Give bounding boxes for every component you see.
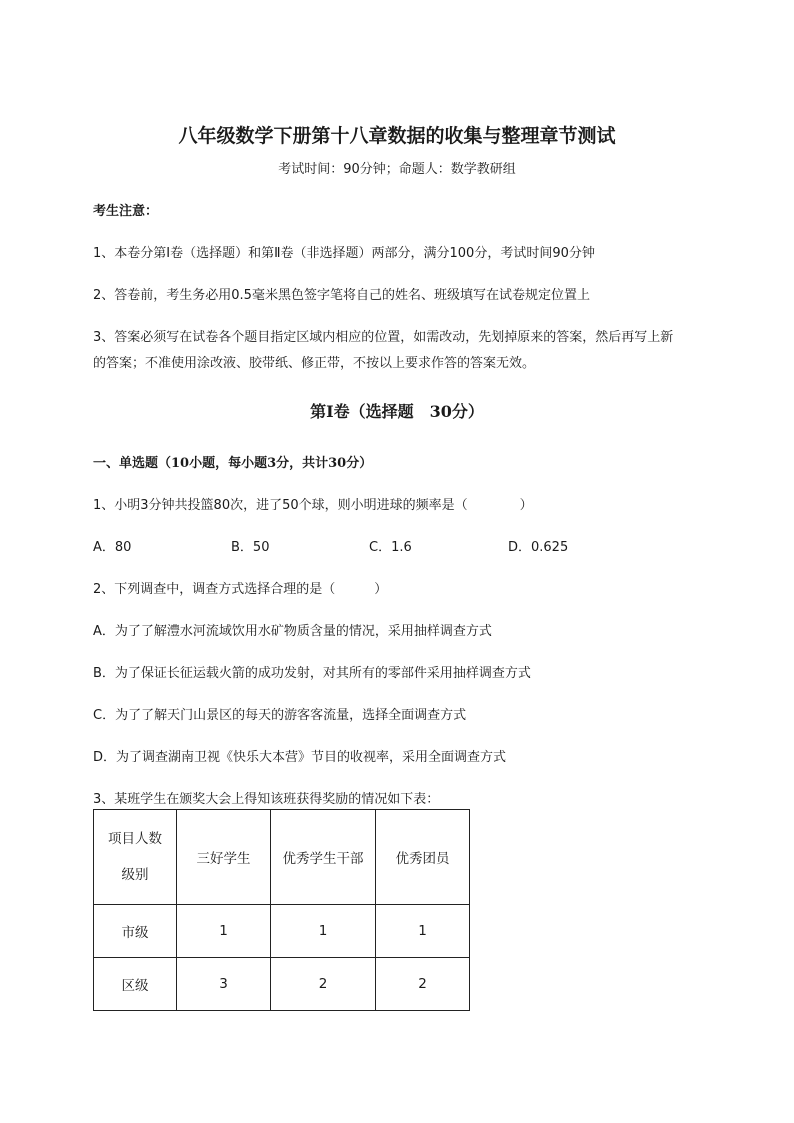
question-1-option-c: C．1.6: [369, 540, 412, 555]
page-title: 八年级数学下册第十八章数据的收集与整理章节测试: [178, 125, 616, 147]
table-cell: 2: [376, 958, 470, 1011]
table-row: [94, 958, 470, 1011]
row-label: 区级: [94, 958, 177, 1011]
table-header-row: [94, 810, 470, 905]
exam-info: 考试时间：90分钟；命题人：数学教研组: [278, 162, 516, 177]
table-cell: 3: [177, 958, 271, 1011]
notice-heading: 考生注意：: [93, 204, 159, 219]
question-2-option-d: D．为了调查湖南卫视《快乐大本营》节目的收视率，采用全面调查方式: [93, 750, 507, 765]
award-table: [93, 809, 470, 1011]
question-2-stem: 2、下列调查中，调查方式选择合理的是（ ）: [93, 582, 388, 597]
question-1-stem: 1、小明3分钟共投篮80次，进了50个球，则小明进球的频率是（ ）: [93, 498, 533, 513]
column-header: 优秀学生干部: [271, 810, 376, 905]
question-3-stem: 3、某班学生在颁奖大会上得知该班获得奖励的情况如下表：: [93, 792, 440, 807]
part-heading: 一、单选题（10小题，每小题3分，共计30分）: [93, 456, 373, 471]
column-header: 优秀团员: [376, 810, 470, 905]
table-cell: 1: [177, 905, 271, 958]
notice-item-2: 2、答卷前，考生务必用0.5毫米黑色签字笔将自己的姓名、班级填写在试卷规定位置上: [93, 288, 590, 303]
table-corner-cell: [94, 810, 177, 905]
question-2-option-a: A．为了了解澧水河流域饮用水矿物质含量的情况，采用抽样调查方式: [93, 624, 492, 639]
row-label: 市级: [94, 905, 177, 958]
question-2-option-c: C．为了了解天门山景区的每天的游客客流量，选择全面调查方式: [93, 708, 467, 723]
table-cell: 1: [376, 905, 470, 958]
notice-item-3: 3、答案必须写在试卷各个题目指定区域内相应的位置，如需改动，先划掉原来的答案，然后再写上新: [93, 330, 674, 345]
notice-item-3-continued: 的答案；不准使用涂改液、胶带纸、修正带，不按以上要求作答的答案无效。: [93, 356, 536, 371]
question-2-option-b: B．为了保证长征运载火箭的成功发射，对其所有的零部件采用抽样调查方式: [93, 666, 531, 681]
table-cell: 1: [271, 905, 376, 958]
notice-item-1: 1、本卷分第I卷（选择题）和第Ⅱ卷（非选择题）两部分，满分100分，考试时间90分钟: [93, 246, 595, 261]
table-row: [94, 905, 470, 958]
question-1-option-b: B．50: [231, 540, 270, 555]
column-header: 三好学生: [177, 810, 271, 905]
table-cell: 2: [271, 958, 376, 1011]
corner-label-bottom: 级别: [121, 867, 149, 883]
section-title: 第I卷（选择题 30分）: [310, 402, 484, 421]
question-1-option-d: D．0.625: [508, 540, 569, 555]
corner-label-top: 项目人数: [108, 831, 162, 847]
question-1-option-a: A．80: [93, 540, 132, 555]
